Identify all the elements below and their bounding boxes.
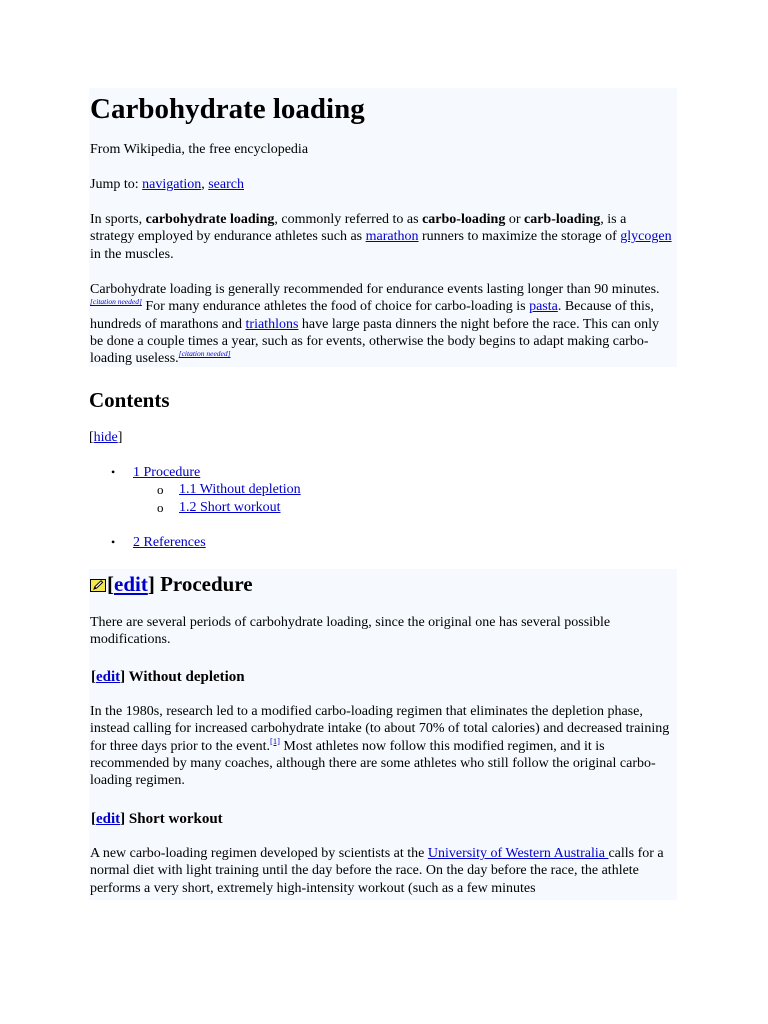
procedure-paragraph: There are several periods of carbohydrate loading, since the original one has several possible modifications. (90, 615, 611, 648)
navigation-link[interactable]: navigation (142, 177, 202, 192)
edit-link[interactable]: edit (114, 572, 148, 596)
citation-needed-link[interactable]: [citation needed] (178, 349, 231, 359)
bold-term: carbohydrate loading (145, 212, 275, 227)
pencil-edit-icon[interactable] (90, 579, 106, 592)
bold-term: carbo-loading (422, 212, 506, 227)
edit-link[interactable]: edit (96, 811, 121, 827)
toc-item-short-workout[interactable]: 1.2 Short workout (179, 500, 281, 515)
without-depletion-heading: [edit] Without depletion (91, 669, 245, 685)
toc-item-procedure[interactable]: 1 Procedure (133, 465, 201, 480)
reference-link[interactable]: [1] (270, 735, 280, 746)
toc-bullet: • (111, 465, 116, 479)
glycogen-link[interactable]: glycogen (620, 229, 672, 245)
contents-heading: Contents (89, 388, 170, 412)
intro-paragraph: In sports, carbohydrate loading, commonly referred to as carbo-loading or carb-loading, is a strategy employed by endurance athletes such as marathon runners to maximize the storage of glycogen in the muscles. (90, 212, 672, 262)
toc-bullet: • (111, 535, 116, 549)
hide-link[interactable]: hide (93, 430, 118, 445)
edit-link[interactable]: edit (96, 669, 121, 685)
bold-term: carb-loading (524, 212, 601, 227)
search-link[interactable]: search (208, 177, 244, 192)
pasta-link[interactable]: pasta (529, 299, 558, 315)
page-title: Carbohydrate loading (90, 93, 365, 125)
without-depletion-paragraph: In the 1980s, research led to a modified carbo-loading regimen that eliminates the depletion phase, instead calling for increased carbohydrate intake (to about 70% of total calories) and decreased training for three days prior to the event.[1] Most athletes now follow this modified regimen, and it is recommended by many coaches, although there are some athletes who still follow the original carbo-loading regimen. (90, 704, 670, 789)
citation-needed-link[interactable]: [citation needed] (90, 297, 142, 307)
recommendation-paragraph: Carbohydrate loading is generally recommended for endurance events lasting longer than 90 minutes.[citation needed] For many endurance athletes the food of choice for carbo-loading is pasta. Because of this, hundreds of marathons and triathlons have large pasta dinners the night before the race. This can only be done a couple times a year, such as for events, otherwise the body begins to adapt making carbo-loading useless.[citation needed] (90, 282, 660, 367)
jump-to-line: Jump to: navigation, search (90, 177, 244, 192)
toc-hide-toggle: [hide] (89, 430, 123, 445)
toc-sub-bullet: o (157, 500, 164, 515)
short-workout-heading: [edit] Short workout (91, 811, 223, 827)
triathlons-link[interactable]: triathlons (245, 316, 299, 332)
toc-item-references[interactable]: 2 References (133, 535, 206, 550)
jump-to-label: Jump to: (90, 177, 143, 192)
university-link[interactable]: University of Western Australia (427, 846, 609, 861)
marathon-link[interactable]: marathon (365, 229, 419, 245)
toc-sub-bullet: o (157, 482, 164, 497)
short-workout-paragraph: A new carbo-loading regimen developed by scientists at the University of Western Australia calls for a normal diet with light training until the day before the race. On the day before the race, the athlete performs a very short, extremely high-intensity workout (such as a few minutes (90, 846, 664, 896)
procedure-heading: [edit] Procedure (90, 570, 253, 598)
toc-item-without-depletion[interactable]: 1.1 Without depletion (179, 482, 301, 497)
tagline: From Wikipedia, the free encyclopedia (90, 142, 309, 157)
